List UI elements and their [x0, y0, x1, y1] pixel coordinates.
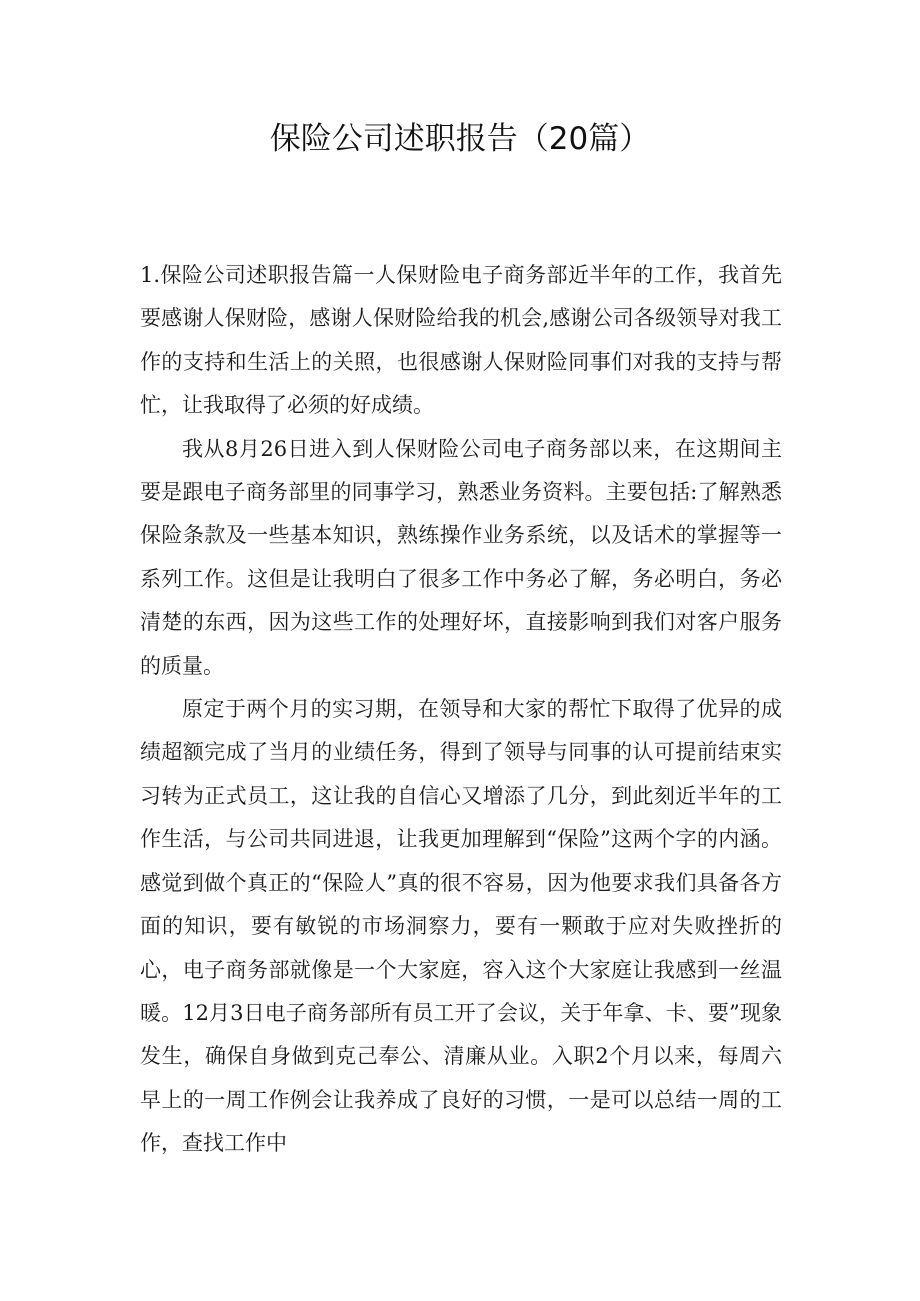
document-title: 保险公司述职报告（20篇） [269, 121, 651, 157]
document-body [140, 254, 782, 1166]
paragraph-1: 1.保险公司述职报告篇一人保财险电子商务部近半年的工作，我首先要感谢人保财险，感谢人保财险给我的机会,感谢公司各级领导对我工作的支持和生活上的关照，也很感谢人保财险同事们对我的支持与帮忙，让我取得了必须的好成绩。 [140, 263, 782, 418]
paragraph-2: 我从8月26日进入到人保财险公司电子商务部以来，在这期间主要是跟电子商务部里的同事学习，熟悉业务资料。主要包括:了解熟悉保险条款及一些基本知识，熟练操作业务系统，以及话术的掌握等一系列工作。这但是让我明白了很多工作中务必了解，务必明白，务必清楚的东西，因为这些工作的处理好坏，直接影响到我们对客户服务的质量。 [140, 436, 782, 678]
paragraph-3: 原定于两个月的实习期，在领导和大家的帮忙下取得了优异的成绩超额完成了当月的业绩任务，得到了领导与同事的认可提前结束实习转为正式员工，这让我的自信心又增添了几分，到此刻近半年的工作生活，与公司共同进退，让我更加理解到“保险”这两个字的内涵。感觉到做个真正的“保险人”真的很不容易，因为他要求我们具备各方面的知识，要有敏锐的市场洞察力，要有一颗敢于应对失败挫折的心，电子商务部就像是一个大家庭，容入这个大家庭让我感到一丝温暖。12月3日电子商务部所有员工开了会议，关于年拿、卡、要”现象发生，确保自身做到克己奉公、清廉从业。入职2个月以来，每周六早上的一周工作例会让我养成了良好的习惯，一是可以总结一周的工作，查找工作中 [140, 697, 782, 1156]
